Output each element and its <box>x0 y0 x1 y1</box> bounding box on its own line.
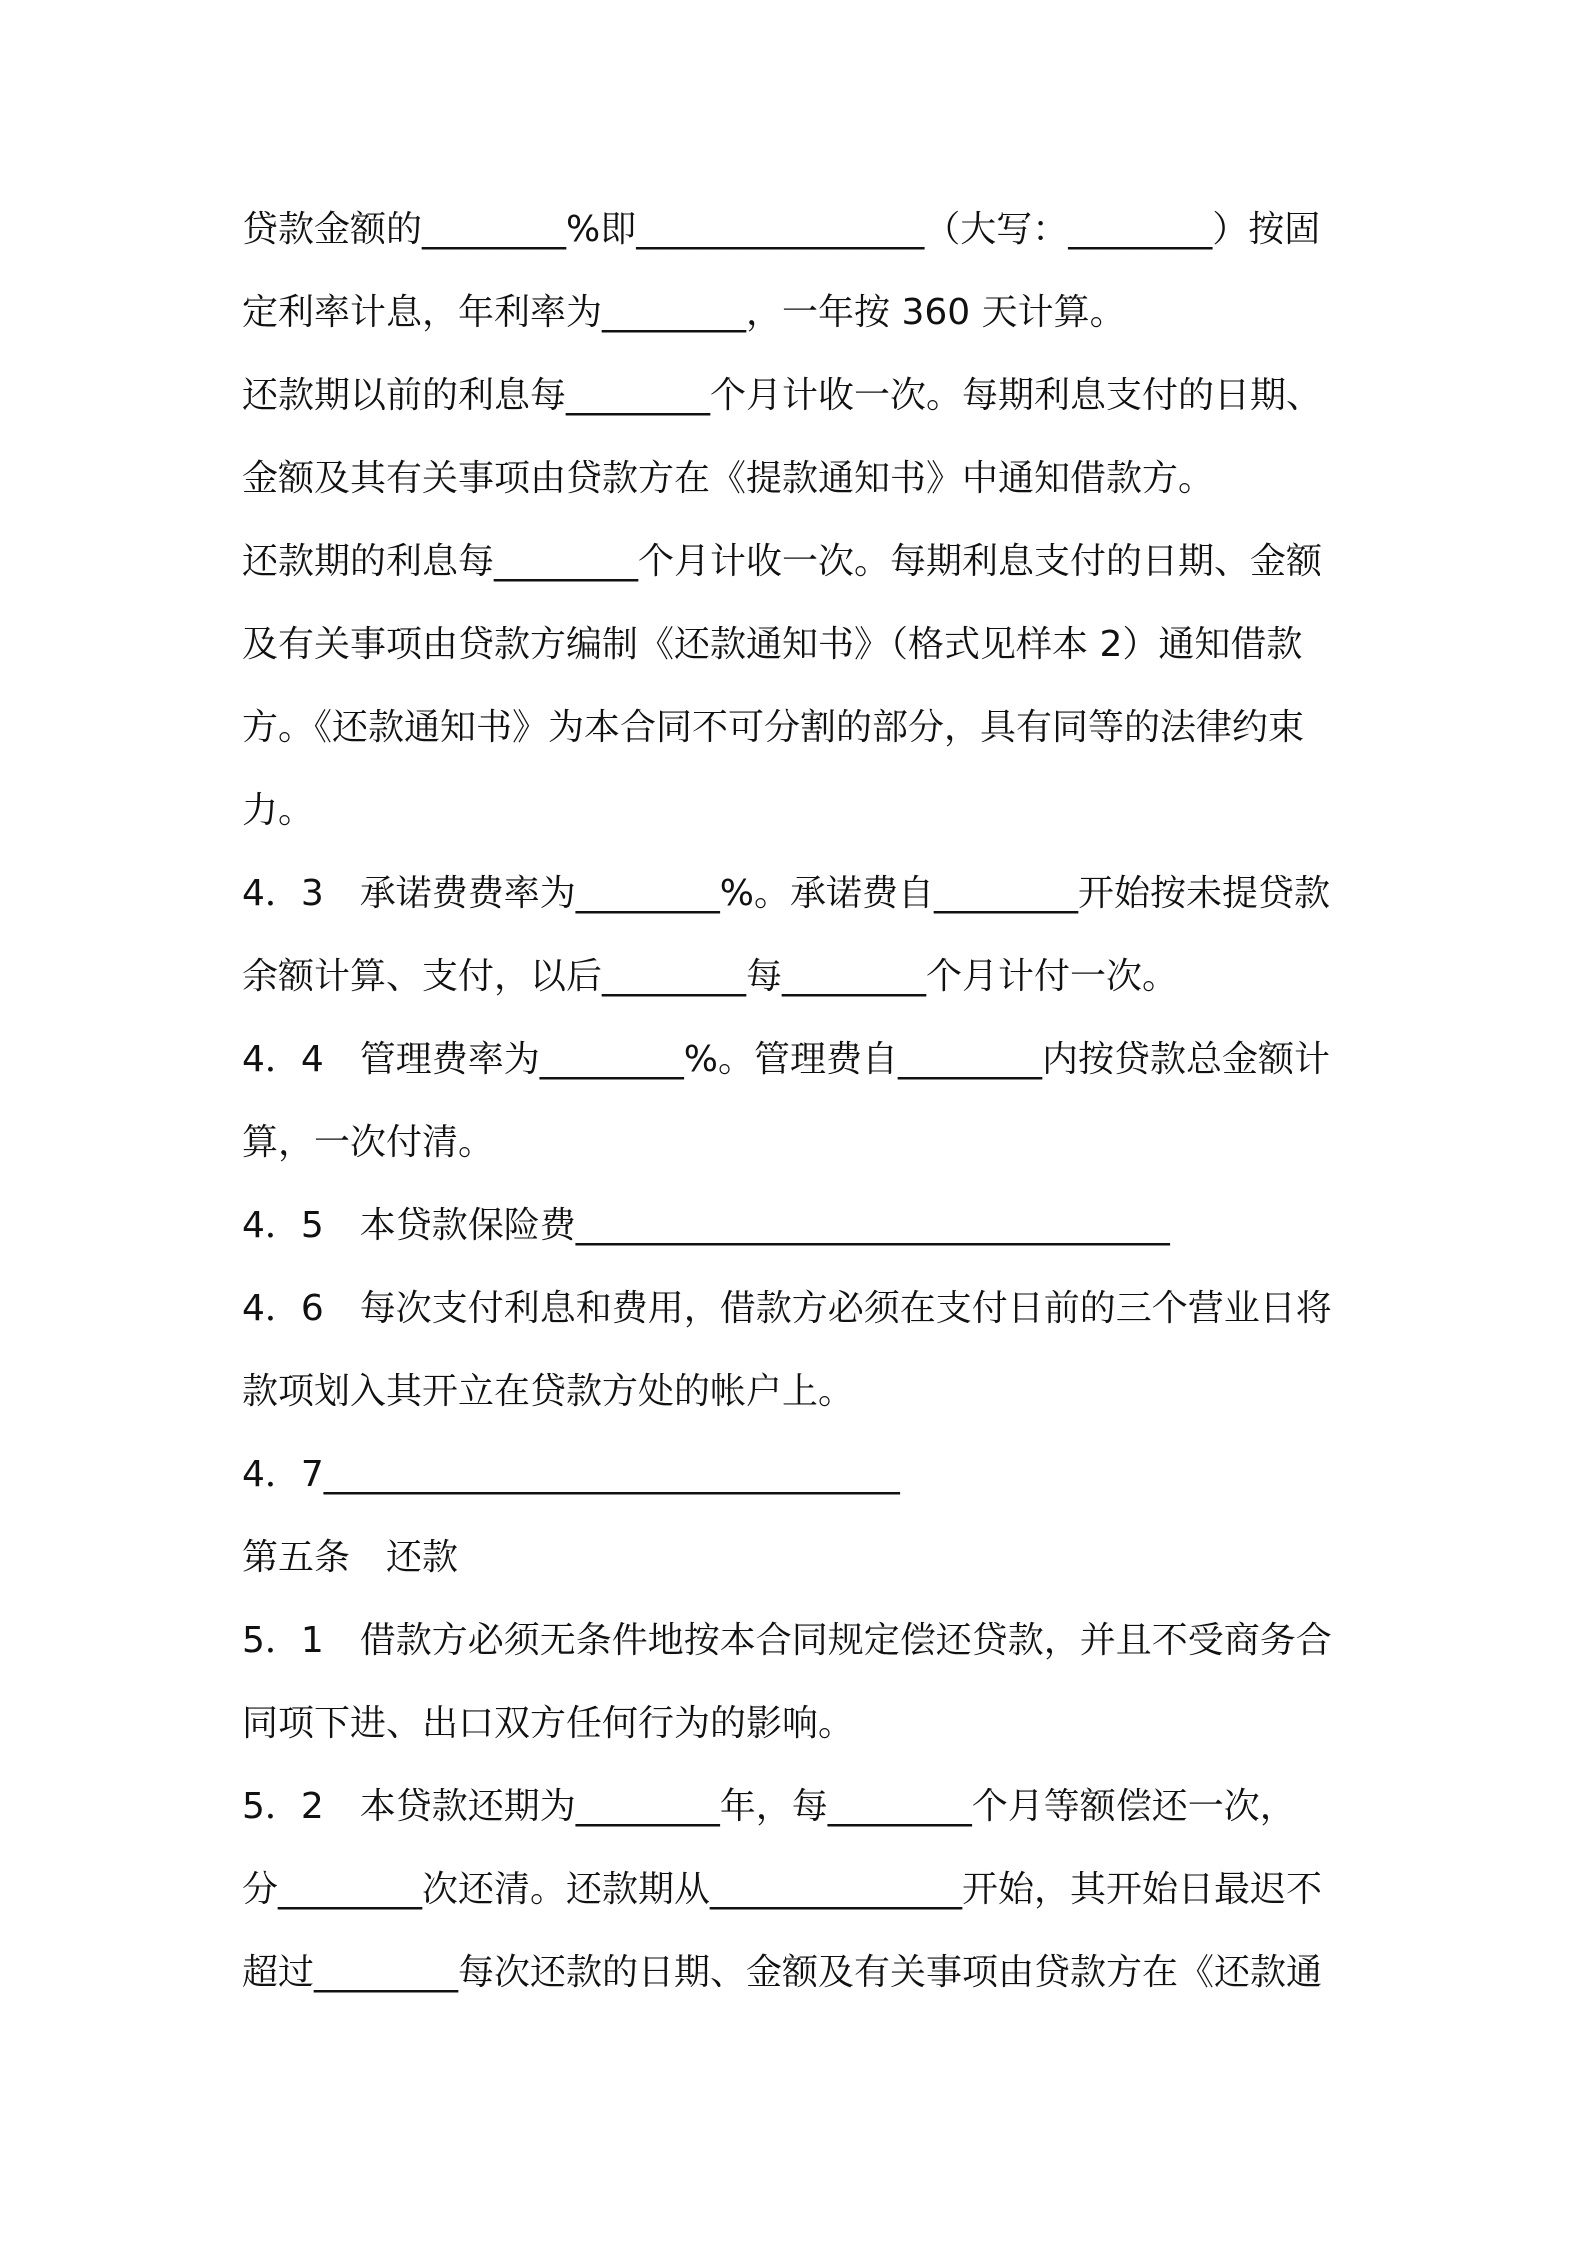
text-line: 算，一次付清。 <box>242 1122 495 1163</box>
text-line: 及有关事项由贷款方编制《还款通知书》（格式见样本 2）通知借款 <box>242 624 1303 665</box>
text-line: 分________次还清。还款期从______________开始，其开始日最迟不 <box>242 1869 1323 1910</box>
section-4-6: 4．6 每次支付利息和费用，借款方必须在支付日前的三个营业日将 <box>242 1288 1332 1329</box>
section-4-3: 4．3 承诺费费率为________%。承诺费自________开始按未提贷款 <box>242 873 1331 914</box>
text-line: 方。《还款通知书》为本合同不可分割的部分，具有同等的法律约束 <box>242 707 1305 748</box>
text-line: 金额及其有关事项由贷款方在《提款通知书》中通知借款方。 <box>242 458 1215 499</box>
section-4-4: 4．4 管理费率为________%。管理费自________内按贷款总金额计 <box>242 1039 1331 1080</box>
section-5-2: 5．2 本贷款还期为________年，每________个月等额偿还一次， <box>242 1786 1296 1827</box>
text-line: 贷款金额的________%即________________（大写：________）按固 <box>242 209 1321 250</box>
text-line: 超过________每次还款的日期、金额及有关事项由贷款方在《还款通 <box>242 1952 1323 1993</box>
section-4-5: 4．5 本贷款保险费_________________________________ <box>242 1205 1170 1246</box>
text-line: 款项划入其开立在贷款方处的帐户上。 <box>242 1371 855 1412</box>
text-line: 还款期以前的利息每________个月计收一次。每期利息支付的日期、 <box>242 375 1323 416</box>
section-5-1: 5．1 借款方必须无条件地按本合同规定偿还贷款，并且不受商务合 <box>242 1620 1332 1661</box>
text-line: 还款期的利息每________个月计收一次。每期利息支付的日期、金额 <box>242 541 1323 582</box>
text-line: 定利率计息，年利率为________，一年按 360 天计算。 <box>242 292 1126 333</box>
article-five-heading: 第五条 还款 <box>242 1537 459 1578</box>
text-line: 力。 <box>242 790 315 831</box>
text-line: 余额计算、支付，以后________每________个月计付一次。 <box>242 956 1179 997</box>
text-line: 同项下进、出口双方任何行为的影响。 <box>242 1703 855 1744</box>
section-4-7: 4．7________________________________ <box>242 1454 900 1495</box>
